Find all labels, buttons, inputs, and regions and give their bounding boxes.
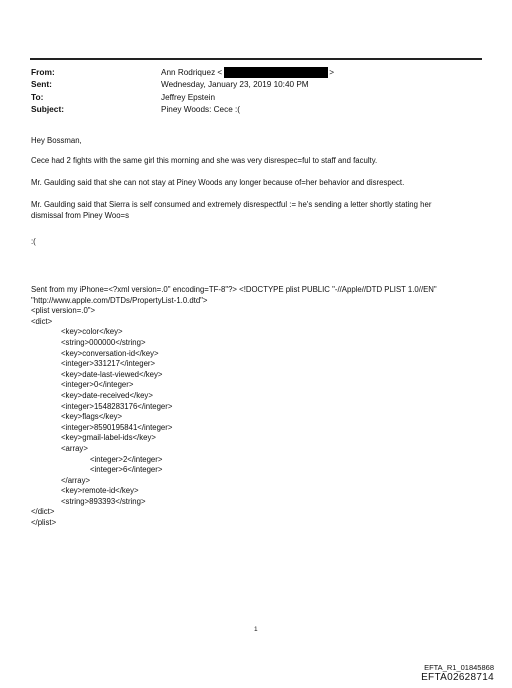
subject-row [31, 104, 471, 117]
code-line: <key>conversation-id</key> [61, 348, 159, 358]
code-line: <string>893393</string> [61, 496, 146, 506]
paragraph-2: Mr. Gaulding said that she can not stay at Piney Woods any longer because of=her behavior and disrespect. [31, 178, 405, 187]
bates-number-small: EFTA_R1_01845868 [424, 663, 494, 672]
code-line: </plist> [31, 518, 57, 528]
greeting: Hey Bossman, [31, 136, 82, 145]
to-row [31, 91, 471, 104]
to-label: To: [31, 91, 44, 102]
plist-dump [31, 285, 481, 529]
code-line: <key>gmail-label-ids</key> [61, 433, 156, 443]
sent-value: Wednesday, January 23, 2019 10:40 PM [161, 80, 309, 90]
subject-value: Piney Woods: Cece :( [161, 105, 241, 115]
code-line: <string>000000</string> [61, 337, 146, 347]
email-header [31, 66, 471, 116]
from-label: From: [31, 66, 55, 77]
code-line: </dict> [31, 507, 55, 517]
header-rule [30, 58, 482, 60]
from-row [31, 66, 471, 79]
code-line: <key>remote-id</key> [61, 486, 139, 496]
from-end: > [329, 67, 335, 77]
code-line: <key>flags</key> [61, 412, 123, 422]
code-line: <key>color</key> [61, 327, 123, 337]
code-line: <key>date-received</key> [61, 390, 153, 400]
code-line: <integer>331217</integer> [61, 359, 156, 369]
code-line: Sent from my iPhone=<?xml version=.0" encoding=TF-8"?> <!DOCTYPE plist PUBLIC "-//Apple//DTD PLIST 1.0//EN" [31, 285, 437, 294]
code-line: <key>date-last-viewed</key> [61, 369, 163, 379]
from-value [161, 67, 334, 78]
code-line: <integer>1548283176</integer> [61, 401, 173, 411]
code-line: <integer>0</integer> [61, 380, 134, 390]
code-line: <integer>2</integer> [90, 454, 163, 464]
code-line: <plist version=.0"> [31, 306, 96, 316]
from-name: Ann Rodriquez < [161, 67, 223, 77]
redaction-box [224, 67, 328, 78]
code-line: "http://www.apple.com/DTDs/PropertyList-1.0.dtd"> [31, 295, 208, 305]
sent-row [31, 79, 471, 92]
page-number: 1 [254, 626, 258, 633]
to-value: Jeffrey Epstein [161, 92, 216, 102]
subject-label: Subject: [31, 104, 65, 115]
paragraph-3a: Mr. Gaulding said that Sierra is self consumed and extremely disrespectful := he's sending a letter shortly stating her [31, 200, 432, 209]
paragraph-1: Cece had 2 fights with the same girl this morning and she was very disrespec=ful to staff and faculty. [31, 156, 378, 165]
code-line: <integer>8590195841</integer> [61, 422, 173, 432]
sent-label: Sent: [31, 79, 52, 90]
code-line: <integer>6</integer> [90, 465, 163, 475]
code-line: <dict> [31, 316, 53, 326]
paragraph-3b: dismissal from Piney Woo=s [31, 211, 129, 220]
emoticon: :( [31, 237, 36, 246]
bates-number-large: EFTA02628714 [421, 672, 494, 683]
code-line: </array> [61, 475, 91, 485]
code-line: <array> [61, 443, 88, 453]
